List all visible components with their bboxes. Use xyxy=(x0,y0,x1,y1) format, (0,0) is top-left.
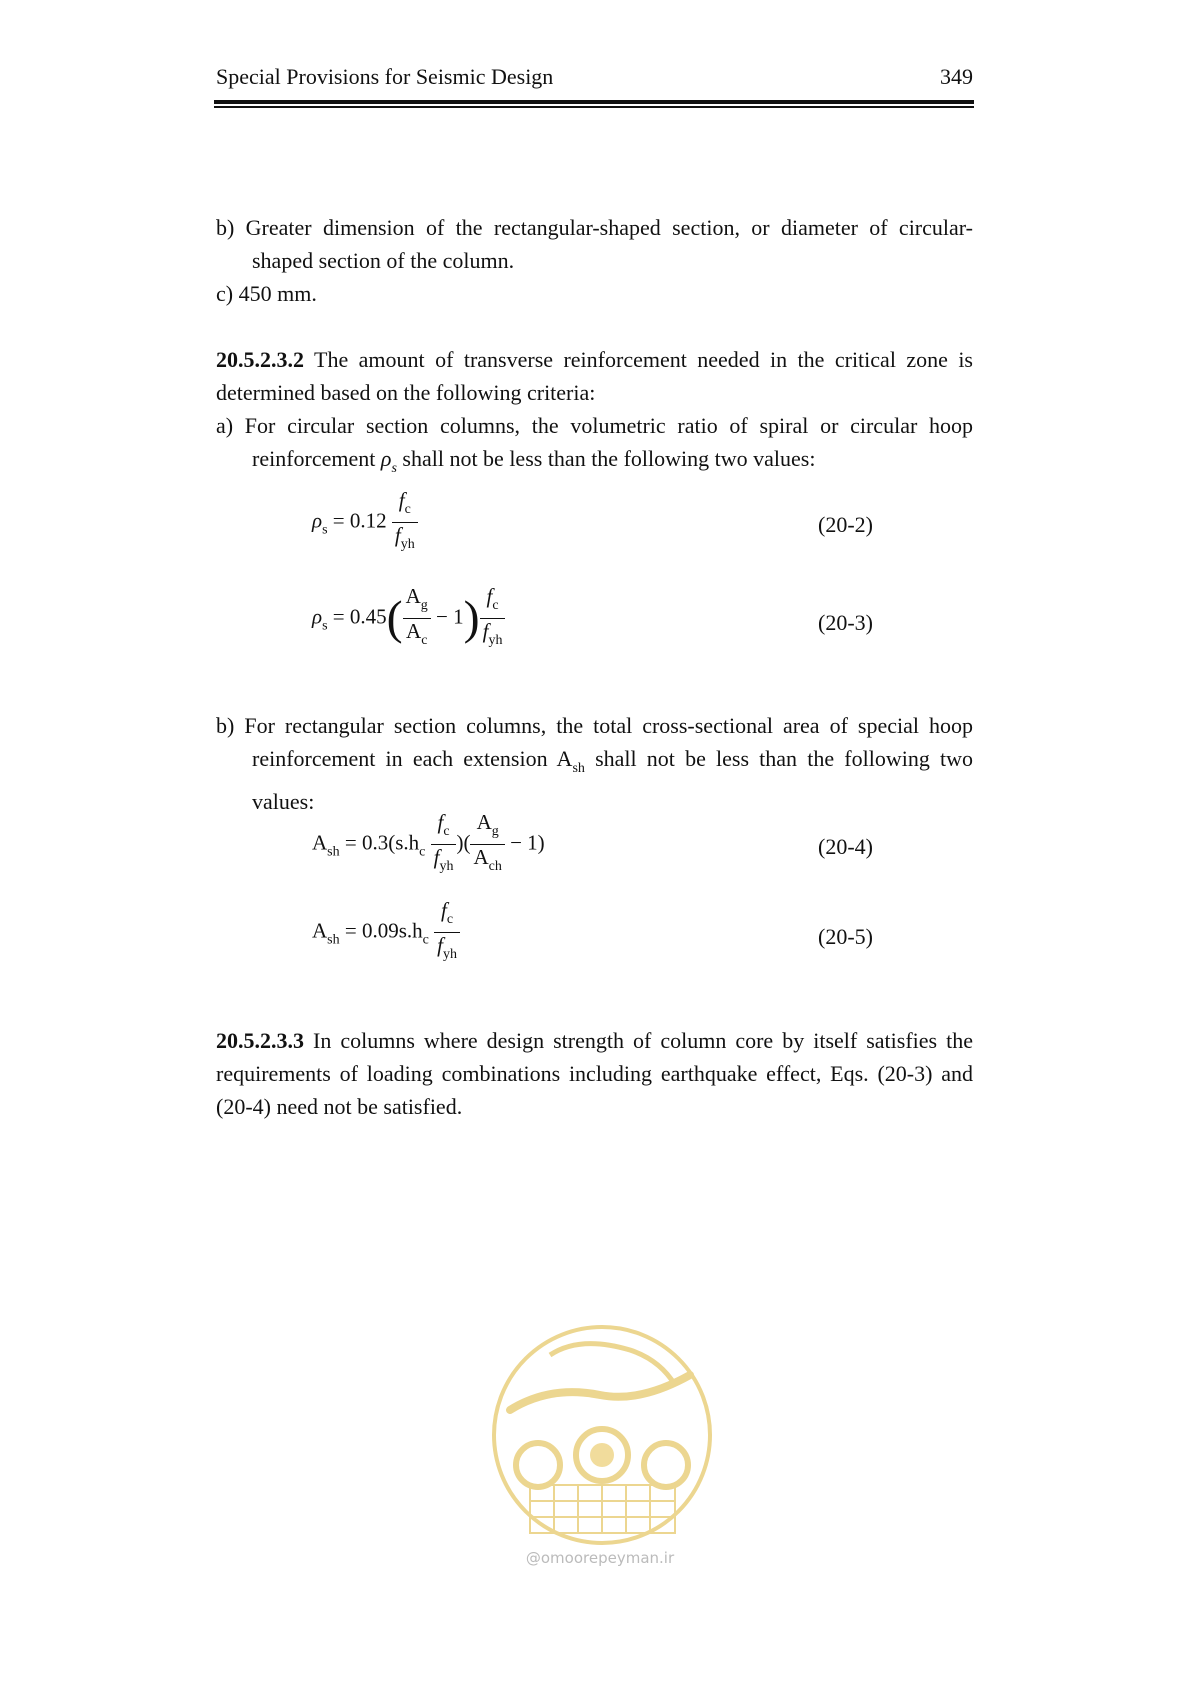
section-20-5-2-3-3 xyxy=(216,1024,973,1123)
frac-den: A xyxy=(473,845,489,869)
section-number: 20.5.2.3.2 xyxy=(216,347,304,372)
frac-den: f xyxy=(394,523,401,547)
frac-num: f xyxy=(437,810,444,834)
section-paragraph xyxy=(216,343,973,409)
watermark-site: @omoorepeyman.ir xyxy=(525,1549,675,1567)
frac-den-sub: yh xyxy=(439,859,454,874)
frac-num-sub: c xyxy=(492,598,499,613)
frac-den-sub: yh xyxy=(488,633,503,648)
eq-lhs: ρ xyxy=(312,604,323,629)
frac-den: A xyxy=(406,619,422,643)
eq-lhs-sub: s xyxy=(322,618,328,634)
section-paragraph xyxy=(216,1024,973,1123)
rho-subscript: s xyxy=(391,461,397,476)
watermark-logo xyxy=(490,1315,715,1555)
frac-den: f xyxy=(437,933,443,957)
frac-den-sub: ch xyxy=(488,859,502,874)
page-number: 349 xyxy=(940,64,973,89)
eq-lhs: ρ xyxy=(312,508,323,533)
eq-lhs-sub: sh xyxy=(327,932,340,948)
fraction xyxy=(403,584,431,653)
rho-symbol: ρ xyxy=(380,446,392,471)
running-header xyxy=(216,64,973,90)
fraction xyxy=(470,810,504,879)
criterion-a xyxy=(216,409,973,485)
frac-num: f xyxy=(486,584,493,608)
fraction xyxy=(392,488,418,557)
criterion-a-text: a) For circular section columns, the volumetric ratio of spiral or circular hoop reinforcement xyxy=(216,413,973,471)
right-paren: ) xyxy=(463,591,480,645)
list-continuation xyxy=(216,211,973,310)
frac-num: f xyxy=(441,898,447,922)
section-number: 20.5.2.3.3 xyxy=(216,1028,304,1053)
eq-lhs-sub: sh xyxy=(327,844,340,860)
criterion-b-block xyxy=(216,709,973,818)
eq-lhs-sub: s xyxy=(322,522,328,538)
equation-number: (20-4) xyxy=(818,834,873,859)
frac-den: f xyxy=(433,845,440,869)
equation-20-2 xyxy=(312,488,418,557)
eq-coef: = 0.12 xyxy=(327,508,387,533)
criterion-b-suffix: shall not be less than the following two values: xyxy=(252,746,973,814)
frac-num: A xyxy=(405,584,421,608)
frac-num-sub: c xyxy=(404,502,411,517)
section-20-5-2-3-2 xyxy=(216,343,973,485)
eq-coef: = 0.45 xyxy=(327,604,387,629)
frac-num: A xyxy=(476,810,492,834)
fraction xyxy=(434,898,460,967)
frac-num-sub: g xyxy=(420,598,428,613)
frac-den-sub: yh xyxy=(442,947,457,962)
eq-coef: = 0.09s.h xyxy=(339,918,423,943)
list-item-c: c) 450 mm. xyxy=(216,281,317,306)
criterion-b xyxy=(216,709,973,818)
eq-mid: )( xyxy=(456,830,471,855)
frac-num-sub: c xyxy=(446,912,454,927)
frac-num: f xyxy=(398,488,405,512)
eq-lhs: A xyxy=(312,830,328,855)
eq-coef-sub: c xyxy=(419,844,426,860)
fraction xyxy=(431,810,457,879)
header-title: Special Provisions for Seismic Design xyxy=(216,64,554,89)
frac-num-sub: c xyxy=(443,824,450,839)
header-rule-thin xyxy=(214,106,974,108)
section-text: In columns where design strength of column core by itself satisfies the requirements of loading combinations including earthquake effect, Eqs. (20-3) and (20-4) need not be satisfied. xyxy=(216,1028,973,1119)
equation-20-3 xyxy=(312,584,505,653)
equation-20-4 xyxy=(312,810,545,879)
section-text: The amount of transverse reinforcement needed in the critical zone is determined based on the following criteria: xyxy=(216,347,973,405)
eq-coef-sub: c xyxy=(422,932,429,948)
fraction xyxy=(480,584,506,653)
list-item-b: b) Greater dimension of the rectangular-shaped section, or diameter of circular-shaped section of the column. xyxy=(216,215,973,273)
eq-lhs: A xyxy=(312,918,328,943)
frac-den-sub: yh xyxy=(400,537,415,552)
equation-20-5 xyxy=(312,898,460,967)
eq-tail: − 1) xyxy=(504,830,545,855)
criterion-b-text: b) For rectangular section columns, the total cross-sectional area of special hoop reinforcement in each extension A xyxy=(216,713,973,771)
equation-number: (20-2) xyxy=(818,512,873,537)
eq-coef: = 0.3(s.h xyxy=(339,830,420,855)
header-rule-thick xyxy=(214,100,974,104)
criterion-a-suffix: shall not be less than the following two values: xyxy=(396,446,816,471)
frac-num-sub: g xyxy=(491,824,499,839)
equation-number: (20-3) xyxy=(818,610,873,635)
left-paren: ( xyxy=(386,591,403,645)
equation-number: (20-5) xyxy=(818,924,873,949)
ash-subscript: sh xyxy=(572,761,585,776)
eq-minus: − 1 xyxy=(430,604,464,629)
frac-den-sub: c xyxy=(421,633,428,648)
frac-den: f xyxy=(482,619,489,643)
